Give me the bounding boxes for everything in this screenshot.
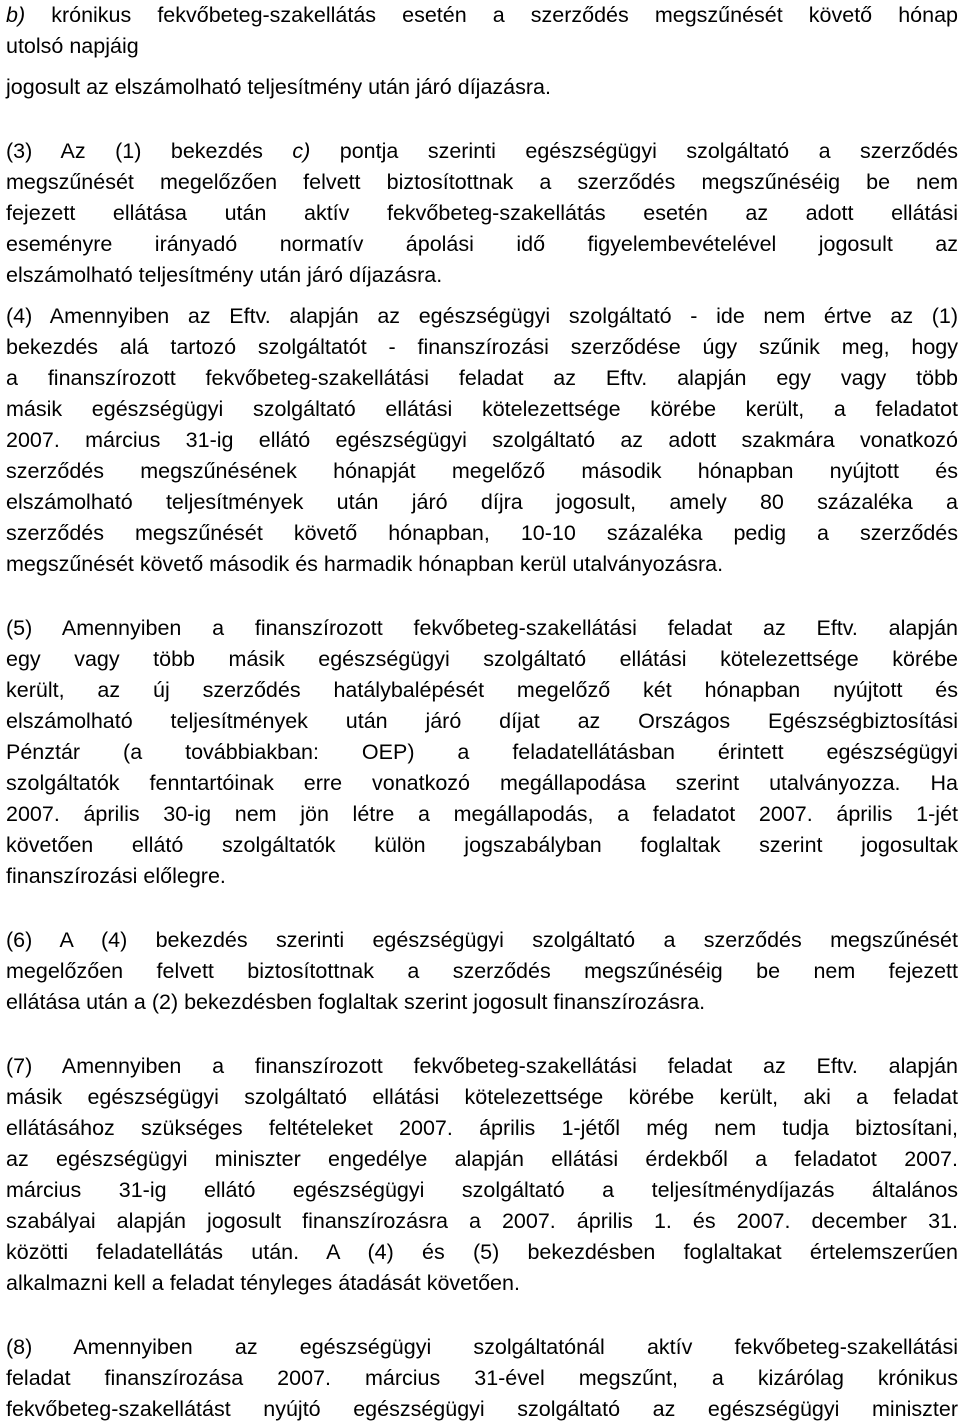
text-line: finanszírozási előlegre. xyxy=(6,864,226,888)
text-line: fejezett ellátása után aktív fekvőbeteg-szakellátás esetén az adott ellátási xyxy=(6,201,958,225)
text-line: fekvőbeteg-szakellátást nyújtó egészségügyi szolgáltató az egészségügyi miniszter xyxy=(6,1397,958,1421)
text-line: b) krónikus fekvőbeteg-szakellátás esetén a szerződés megszűnését követő hónap xyxy=(6,3,958,27)
text-line: bekezdés alá tartozó szolgáltatót - finanszírozási szerződése úgy szűnik meg, hogy xyxy=(6,335,958,359)
text-line: került, az új szerződés hatálybalépését megelőző két hónapban nyújtott és xyxy=(6,678,958,702)
text-line: (7) Amennyiben a finanszírozott fekvőbeteg-szakellátási feladat az Eftv. alapján xyxy=(6,1054,958,1078)
text-line: követően ellátó szolgáltatók külön jogszabályban foglaltak szerint jogosultak xyxy=(6,833,958,857)
text-line: (6) A (4) bekezdés szerinti egészségügyi szolgáltató a szerződés megszűnését xyxy=(6,928,958,952)
text-line: elszámolható teljesítmény után járó díjazásra. xyxy=(6,263,443,287)
text-line: megelőzően felvett biztosítottnak a szerződés megszűnéséig be nem fejezett xyxy=(6,959,958,983)
paragraph-b-item-cont xyxy=(6,72,958,103)
text-line: szerződés megszűnésének hónapját megelőző második hónapban nyújtott és xyxy=(6,459,958,483)
text-line: utolsó napjáig xyxy=(6,34,139,58)
text-line: alkalmazni kell a feladat tényleges átadását követően. xyxy=(6,1271,520,1295)
text-line: a finanszírozott fekvőbeteg-szakellátási feladat az Eftv. alapján egy vagy több xyxy=(6,366,958,390)
text-line: feladat finanszírozása 2007. március 31-ével megszűnt, a kizárólag krónikus xyxy=(6,1366,958,1390)
text-line: 2007. április 30-ig nem jön létre a megállapodás, a feladatot 2007. április 1-jét xyxy=(6,802,958,826)
text-line: (5) Amennyiben a finanszírozott fekvőbeteg-szakellátási feladat az Eftv. alapján xyxy=(6,616,958,640)
paragraph-b-item xyxy=(6,0,958,62)
text-line: ellátásához szükséges feltételeket 2007. április 1-jétől még nem tudja biztosítani, xyxy=(6,1116,958,1140)
text-line: március 31-ig ellátó egészségügyi szolgáltató a teljesítménydíjazás általános xyxy=(6,1178,958,1202)
paragraph-6 xyxy=(6,925,958,1018)
text-line: (8) Amennyiben az egészségügyi szolgáltatónál aktív fekvőbeteg-szakellátási xyxy=(6,1335,958,1359)
text-line: szabályai alapján jogosult finanszírozásra a 2007. április 1. és 2007. december 31. xyxy=(6,1209,958,1233)
point-marker: c) xyxy=(292,139,311,163)
text-line: elszámolható teljesítmények után járó díjat az Országos Egészségbiztosítási xyxy=(6,709,958,733)
text-line: eseményre irányadó normatív ápolási idő figyelembevételével jogosult az xyxy=(6,232,958,256)
text-line: másik egészségügyi szolgáltató ellátási kötelezettsége körébe került, aki a feladat xyxy=(6,1085,958,1109)
item-marker: b) xyxy=(6,3,26,27)
text-line: (3) Az (1) bekezdés c) pontja szerinti egészségügyi szolgáltató a szerződés xyxy=(6,139,958,163)
text-line: egy vagy több másik egészségügyi szolgáltató ellátási kötelezettsége körébe xyxy=(6,647,958,671)
paragraph-5 xyxy=(6,613,958,892)
text-line: (4) Amennyiben az Eftv. alapján az egészségügyi szolgáltató - ide nem értve az (1) xyxy=(6,304,958,328)
paragraph-4 xyxy=(6,301,958,580)
document-page xyxy=(6,0,958,1425)
text-line: jogosult az elszámolható teljesítmény után járó díjazásra. xyxy=(6,75,551,99)
text-line: megszűnését követő második és harmadik hónapban kerül utalványozásra. xyxy=(6,552,724,576)
text-line: másik egészségügyi szolgáltató ellátási kötelezettsége körébe került, a feladatot xyxy=(6,397,958,421)
text-line: Pénztár (a továbbiakban: OEP) a feladatellátásban érintett egészségügyi xyxy=(6,740,958,764)
text-line: szerződés megszűnését követő hónapban, 10-10 százaléka pedig a szerződés xyxy=(6,521,958,545)
paragraph-8 xyxy=(6,1332,958,1425)
text-line: ellátása után a (2) bekezdésben foglaltak szerint jogosult finanszírozásra. xyxy=(6,990,706,1014)
paragraph-7 xyxy=(6,1051,958,1299)
text-line: megszűnését megelőzően felvett biztosítottnak a szerződés megszűnéséig be nem xyxy=(6,170,958,194)
text-line: közötti feladatellátás után. A (4) és (5) bekezdésben foglaltakat értelemszerűen xyxy=(6,1240,958,1264)
text-line: az egészségügyi miniszter engedélye alapján ellátási érdekből a feladatot 2007. xyxy=(6,1147,958,1171)
paragraph-3 xyxy=(6,136,958,291)
text-line: szolgáltatók fenntartóinak erre vonatkozó megállapodása szerint utalványozza. Ha xyxy=(6,771,958,795)
text-line: 2007. március 31-ig ellátó egészségügyi szolgáltató az adott szakmára vonatkozó xyxy=(6,428,958,452)
text-line: elszámolható teljesítmények után járó díjra jogosult, amely 80 százaléka a xyxy=(6,490,958,514)
